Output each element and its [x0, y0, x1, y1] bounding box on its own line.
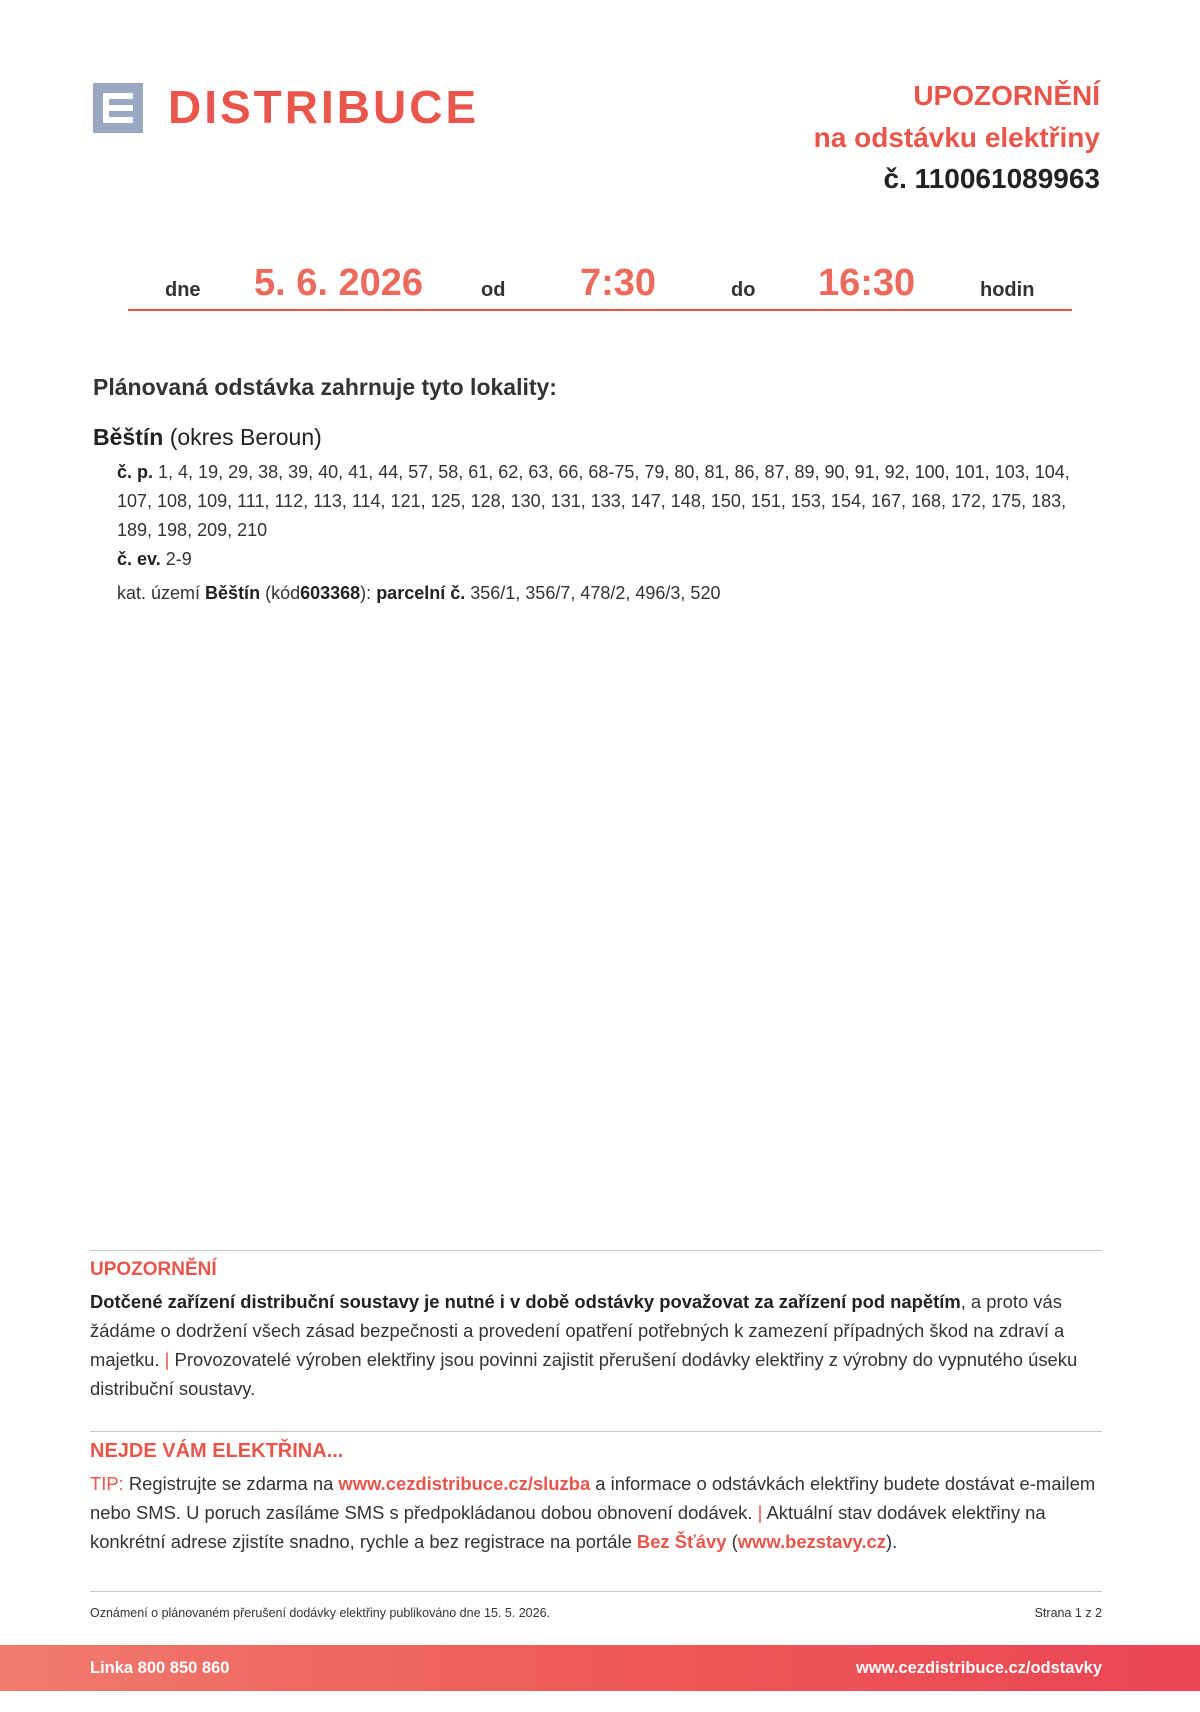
tip-text [90, 1469, 1105, 1556]
to-time: 16:30 [818, 262, 916, 304]
kat-code: 603368 [300, 583, 361, 603]
divider [90, 1431, 1102, 1432]
from-time: 7:30 [580, 262, 657, 304]
notice-number: č. 110061089963 [883, 163, 1100, 194]
cev-label: č. ev. [117, 549, 161, 569]
paren-open: ( [731, 1531, 738, 1552]
warning-bold: Dotčené zařízení distribuční soustavy je nutné i v době odstávky považovat za zařízení pod napětím [90, 1291, 961, 1312]
page-number: Strana 1 z 2 [1034, 1606, 1102, 1620]
logo-mark [93, 83, 143, 133]
house-numbers [117, 458, 1102, 545]
village-district: (okres Beroun) [169, 424, 322, 450]
evidence-numbers [117, 545, 192, 574]
localities-heading: Plánovaná odstávka zahrnuje tyto lokality: [93, 374, 557, 400]
cp-values: 1, 4, 19, 29, 38, 39, 40, 41, 44, 57, 58, 61, 62, 63, 66, 68-75, 79, 80, 81, 86, 87, 89, 90, 91, 92, 100, 101, 103, 104, 107, 108, 109, 111, 112, 113, 114, 121, 125, 128, 130, 131, 133, 147, 148, 150, 151, 153, 154, 167, 168, 172, 175, 183, 189, 198, 209, 210 [117, 462, 1070, 540]
village-name: Běštín [93, 424, 164, 450]
logo-text: DISTRIBUCE [168, 81, 480, 133]
footer-url[interactable]: www.cezdistribuce.cz/odstavky [855, 1659, 1102, 1677]
hours-label: hodin [980, 279, 1035, 301]
date-underline [128, 309, 1072, 311]
kat-prefix: kat. území [117, 583, 201, 603]
cadastral-line [117, 579, 720, 608]
warning-rest: , a proto vás žádáme o dodržení všech zásad bezpečnosti a provedení opatření potřebných k zamezení případných škod na zdraví a majetku. [90, 1291, 1065, 1370]
hotline[interactable]: Linka 800 850 860 [90, 1659, 230, 1677]
warning-text [90, 1287, 1105, 1403]
publication-note: Oznámení o plánovaném přerušení dodávky elektřiny publikováno dne 15. 5. 2026. [90, 1606, 551, 1620]
tip-label: TIP: [90, 1473, 124, 1494]
portal-name[interactable]: Bez Šťávy [636, 1531, 727, 1552]
kat-code-suffix: ): [360, 583, 372, 603]
tip-text2: a informace o odstávkách elektřiny budete dostávat e-mailem nebo SMS. U poruch zasíláme SMS s předpokládanou dobou obnovení dodávek. [90, 1473, 1096, 1523]
parcel-label: parcelní č. [376, 583, 466, 603]
warning-heading: UPOZORNĚNÍ [90, 1259, 217, 1280]
warning-producers: Provozovatelé výroben elektřiny jsou povinni zajistit přerušení dodávky elektřiny z výrobny do vypnutého úseku distribuční soustavy. [90, 1349, 1078, 1399]
from-label: od [481, 279, 506, 301]
service-link[interactable]: www.cezdistribuce.cz/sluzba [338, 1473, 591, 1494]
notice-title: UPOZORNĚNÍ [913, 80, 1100, 111]
tip-heading: NEJDE VÁM ELEKTŘINA... [90, 1440, 344, 1462]
parcel-values: 356/1, 356/7, 478/2, 496/3, 520 [470, 583, 721, 603]
notice-subtitle: na odstávku elektřiny [813, 122, 1100, 153]
kat-code-prefix: (kód [265, 583, 301, 603]
tip-text1: Registrujte se zdarma na [128, 1473, 334, 1494]
cp-label: č. p. [117, 462, 154, 482]
village-line [93, 424, 322, 451]
tip-text3: Aktuální stav dodávek elektřiny na konkrétní adrese zjistíte snadno, rychle a bez registrace na portále [90, 1502, 1046, 1552]
separator: | [164, 1349, 170, 1370]
divider [90, 1591, 1102, 1592]
to-label: do [731, 279, 756, 301]
outage-date: 5. 6. 2026 [254, 262, 424, 304]
cev-values: 2-9 [165, 549, 192, 569]
divider [90, 1250, 1102, 1251]
paren-close: ). [885, 1531, 898, 1552]
separator: | [757, 1502, 763, 1523]
day-label: dne [165, 279, 201, 301]
bezstavy-link[interactable]: www.bezstavy.cz [737, 1531, 886, 1552]
kat-name: Běštín [205, 583, 261, 603]
